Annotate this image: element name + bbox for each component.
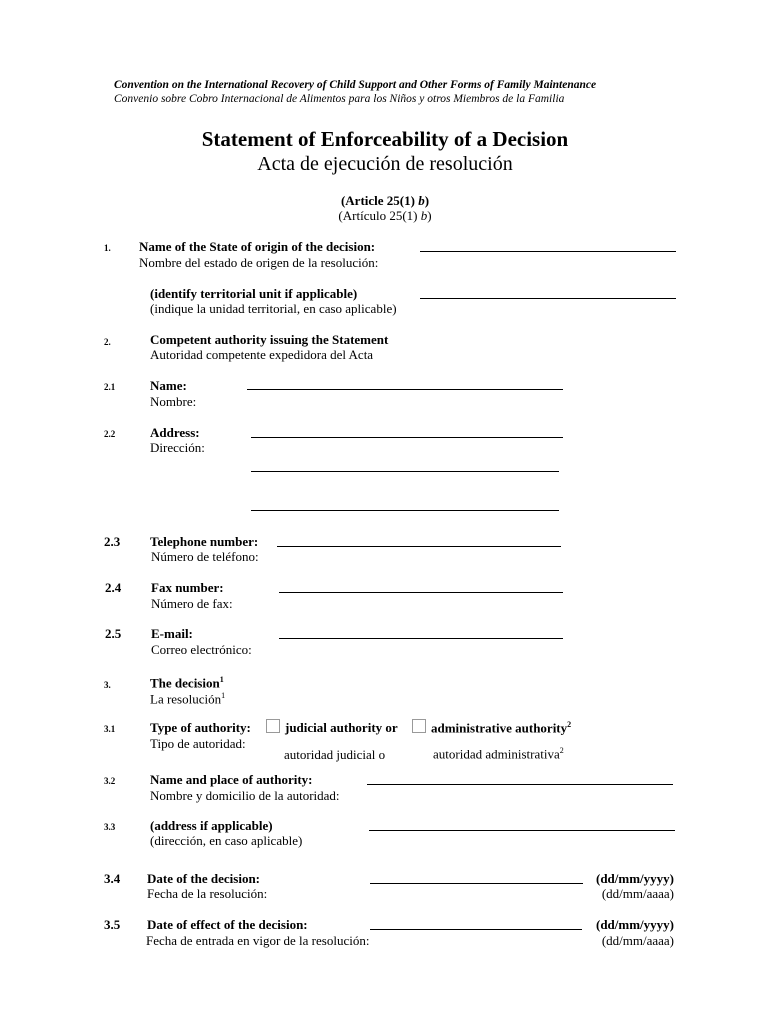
section-number: 1. [104,243,111,253]
effective-date-label: Date of effect of the decision: [147,917,308,932]
authority-name-place-label: Name and place of authority: [150,772,313,787]
administrative-authority-checkbox[interactable] [412,719,426,733]
article-reference-es: (Artículo 25(1) b) [338,208,432,223]
section-number: 2.2 [104,429,116,439]
decision-heading-es: La resolución$^1$ [150,691,226,707]
effective-date-field[interactable] [370,929,582,930]
administrative-authority-label: administrative authority$^2$ [431,720,572,736]
address-field-line-2[interactable] [251,471,559,472]
section-number: 2.5 [105,626,122,641]
address-label: Address: [150,425,200,440]
section-number: 3.2 [104,776,116,786]
competent-authority-heading-es: Autoridad competente expedidora del Acta [150,347,374,362]
effective-date-label-es: Fecha de entrada en vigor de la resolución: [146,933,370,948]
section-number: 3.1 [104,724,116,734]
authority-name-place-field[interactable] [367,784,673,785]
territorial-unit-label: (identify territorial unit if applicable) [150,286,358,301]
section-number: 2.1 [104,382,116,392]
authority-name-field[interactable] [247,389,563,390]
section-number: 2. [104,337,111,347]
name-label-es: Nombre: [150,394,197,409]
state-of-origin-label: Name of the State of origin of the decision: [139,239,376,254]
decision-heading: The decision$^1$ [150,675,224,691]
authority-address-label-es: (dirección, en caso aplicable) [150,833,303,848]
telephone-label-es: Número de teléfono: [151,549,259,564]
section-number: 2.3 [104,534,121,549]
territorial-unit-label-es: (indique la unidad territorial, en caso aplicable) [150,301,397,316]
date-format-es: (dd/mm/aaaa) [601,886,674,901]
telephone-field[interactable] [277,546,561,547]
name-label: Name: [150,378,187,393]
administrative-authority-label-es: autoridad administrativa$^2$ [433,746,564,762]
decision-date-field[interactable] [370,883,583,884]
state-of-origin-field[interactable] [420,251,676,252]
section-number: 3.5 [104,917,121,932]
email-label-es: Correo electrónico: [151,642,252,657]
judicial-authority-checkbox[interactable] [266,719,280,733]
date-format-en: (dd/mm/yyyy) [596,917,674,932]
authority-address-field[interactable] [369,830,675,831]
section-number: 2.4 [105,580,122,595]
judicial-authority-label-es: autoridad judicial o [284,747,386,762]
authority-address-label: (address if applicable) [150,818,273,833]
email-label: E-mail: [151,626,193,641]
authority-name-place-label-es: Nombre y domicilio de la autoridad: [150,788,340,803]
address-field-line-3[interactable] [251,510,559,511]
territorial-unit-field[interactable] [420,298,676,299]
fax-label-es: Número de fax: [151,596,233,611]
state-of-origin-label-es: Nombre del estado de origen de la resolución: [139,255,379,270]
fax-field[interactable] [279,592,563,593]
fax-label: Fax number: [151,580,224,595]
telephone-label: Telephone number: [150,534,259,549]
date-format-en: (dd/mm/yyyy) [596,871,674,886]
authority-type-label-es: Tipo de autoridad: [150,736,246,751]
page-subtitle: Acta de ejecución de resolución [257,153,513,175]
section-number: 3.4 [104,871,121,886]
date-format-es: (dd/mm/aaaa) [601,933,674,948]
address-label-es: Dirección: [150,440,205,455]
email-field[interactable] [279,638,563,639]
judicial-authority-label: judicial authority or [285,720,398,735]
section-number: 3.3 [104,822,116,832]
convention-title-es: Convenio sobre Cobro Internacional de Alimentos para los Niños y otros Miembros de la Familia [114,93,565,105]
competent-authority-heading: Competent authority issuing the Statement [150,332,389,347]
convention-title-en: Convention on the International Recovery of Child Support and Other Forms of Family Maintenance [114,79,597,91]
decision-date-label: Date of the decision: [147,871,261,886]
page-title: Statement of Enforceability of a Decision [201,127,569,151]
address-field-line-1[interactable] [251,437,563,438]
authority-type-label: Type of authority: [150,720,251,735]
article-reference-en: (Article 25(1) b) [340,193,430,208]
decision-date-label-es: Fecha de la resolución: [147,886,268,901]
section-number: 3. [104,680,111,690]
